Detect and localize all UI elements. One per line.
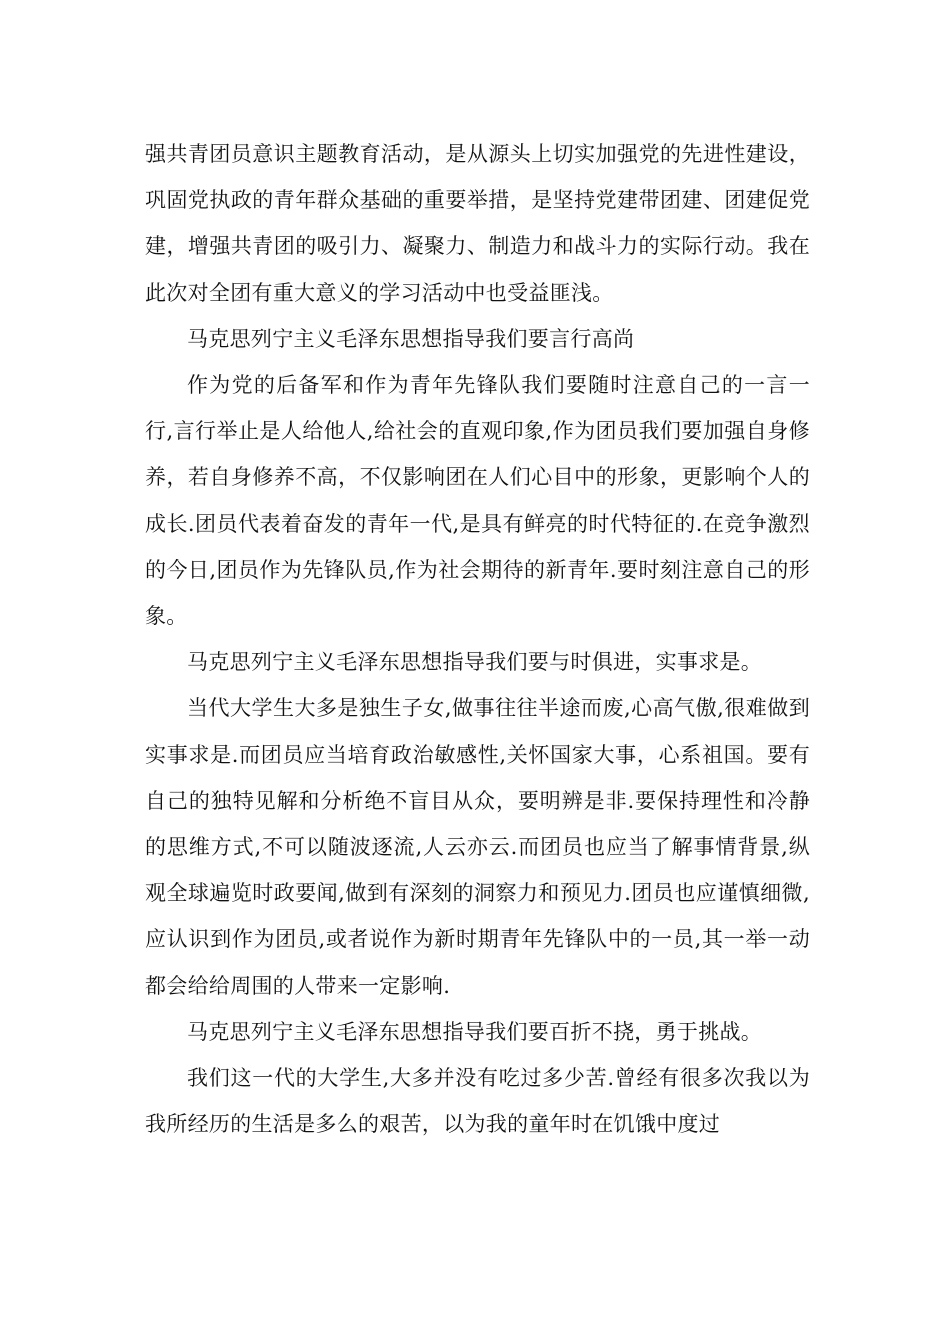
paragraph-progress: 当代大学生大多是独生子女,做事往往半途而废,心高气傲,很难做到实事求是.而团员应当培育政治敏感性,关怀国家大事，心系祖国。要有自己的独特见解和分析绝不盲目从众，要明辨是非.要保持理性和冷静的思维方式,不可以随波逐流,人云亦云.而团员也应当了解事情背景,纵观全球遍览时政要闻,做到有深刻的洞察力和预见力.团员也应谨慎细微,应认识到作为团员,或者说作为新时期青年先锋队中的一员,其一举一动都会给给周围的人带来一定影响. [145,696,810,998]
paragraph-perseverance: 我们这一代的大学生,大多并没有吃过多少苦.曾经有很多次我以为我所经历的生活是多么的艰苦，以为我的童年时在饥饿中度过 [145,1066,810,1137]
paragraph-conduct: 作为党的后备军和作为青年先锋队我们要随时注意自己的一言一行,言行举止是人给他人,给社会的直观印象,作为团员我们要加强自身修养，若自身修养不高，不仅影响团在人们心目中的形象，更影响个人的成长.团员代表着奋发的青年一代,是具有鲜亮的时代特征的.在竞争激烈的今日,团员作为先锋队员,作为社会期待的新青年.要时刻注意自己的形象。 [145,373,810,629]
paragraph-heading-conduct: 马克思列宁主义毛泽东思想指导我们要言行高尚 [187,326,635,351]
document-body [145,131,810,1147]
paragraph-intro-continuation: 强共青团员意识主题教育活动，是从源头上切实加强党的先进性建设，巩固党执政的青年群众基础的重要举措，是坚持党建带团建、团建促党建，增强共青团的吸引力、凝聚力、制造力和战斗力的实际行动。我在此次对全团有重大意义的学习活动中也受益匪浅。 [145,142,810,305]
paragraph-heading-progress: 马克思列宁主义毛泽东思想指导我们要与时俱进，实事求是。 [187,650,763,675]
paragraph-heading-perseverance: 马克思列宁主义毛泽东思想指导我们要百折不挠，勇于挑战。 [187,1019,763,1044]
